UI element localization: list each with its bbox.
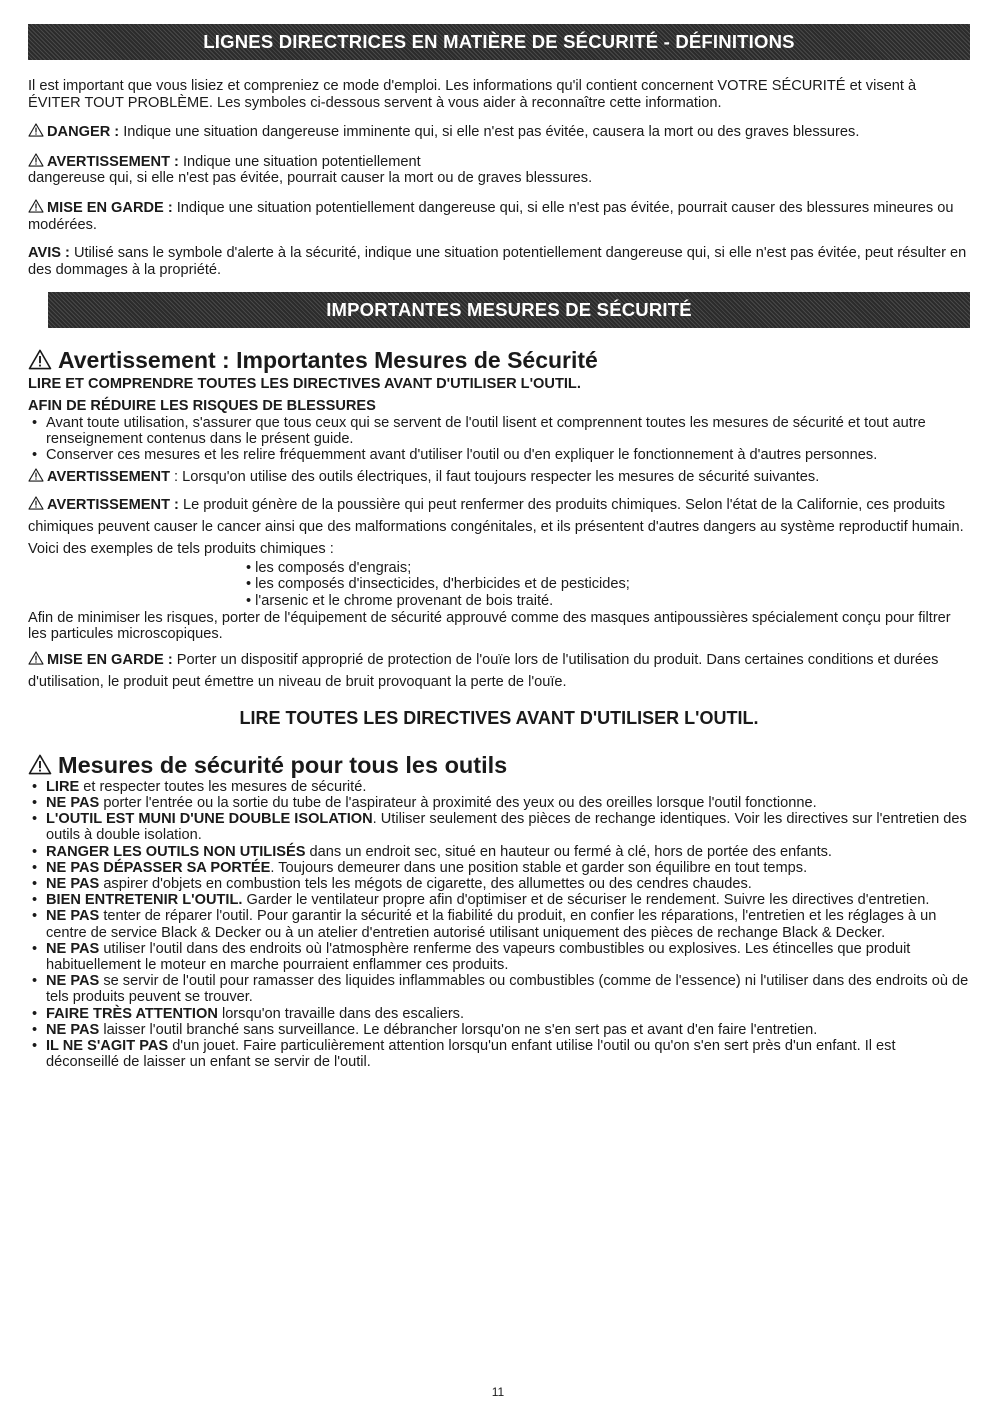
rule-keyword: FAIRE TRÈS ATTENTION <box>46 1005 218 1022</box>
section-title-text: Avertissement : Importantes Mesures de Sécurité <box>58 347 598 374</box>
warning-triangle-icon <box>28 153 44 167</box>
warning-triangle-icon <box>28 349 52 370</box>
warning-triangle-icon <box>28 468 44 482</box>
rule-text: tenter de réparer l'outil. Pour garantir la sécurité et la fiabilité du produit, en confier les réparations, l'entretien et les réglages à un centre de service Black & Decker ou à un atelier d'entretien autorisé utilisant uniquement des pièces de rechange Black & Decker. <box>46 908 937 941</box>
rule-keyword: NE PAS <box>46 908 100 925</box>
rule-keyword: NE PAS <box>46 940 100 957</box>
text-avertissement: Indique une situation potentiellement <box>178 153 421 170</box>
warning-triangle-icon <box>28 199 44 213</box>
list-item <box>28 844 970 860</box>
definition-avis <box>28 245 970 278</box>
rule-text: Garder le ventilateur propre afin d'optimiser et de sécuriser le rendement. Suivre les directives d'entretien. <box>242 892 930 909</box>
list-item <box>28 876 970 892</box>
definition-avertissement <box>28 153 970 187</box>
list-item <box>28 860 970 876</box>
page-number: 11 <box>491 1385 505 1399</box>
list-item <box>28 908 970 940</box>
rule-text: aspirer d'objets en combustion tels les mégots de cigarette, des allumettes ou des cendres chaudes. <box>99 875 752 892</box>
list-item: • Conserver ces mesures et les relire fréquemment avant d'utiliser l'outil ou d'en expliquer le fonctionnement à d'autres personnes. <box>28 447 970 463</box>
warning-text: Le produit génère de la poussière qui peut renfermer des produits chimiques. Selon l'état de la Californie, ces produits chimiques peuvent causer le cancer ainsi que des malformations congénitales, et ils présentent d'autres dangers au système reproductif humain. Voici des exemples de tels produits chimiques : <box>28 496 964 557</box>
warning-electric-tools <box>28 468 970 486</box>
intro-paragraph: Il est important que vous lisiez et compreniez ce mode d'emploi. Les informations qu'il contient concernent VOTRE SÉCURITÉ et visent à ÉVITER TOUT PROBLÈME. Les symboles ci-dessous servent à vous aider à reconnaître cette information. <box>28 78 917 111</box>
banner-title: IMPORTANTES MESURES DE SÉCURITÉ <box>326 299 692 321</box>
rule-keyword: NE PAS <box>46 794 100 811</box>
tool-safety-list <box>28 779 970 1071</box>
section-title-warning <box>28 346 970 374</box>
text-mise-en-garde: Indique une situation potentiellement dangereuse qui, si elle n'est pas évitée, pourrait causer des blessures mineures ou modérées. <box>28 199 954 233</box>
rule-text: porter l'entrée ou la sortie du tube de l'aspirateur à proximité des yeux ou des oreilles lorsque l'outil fonctionne. <box>99 794 817 811</box>
rule-text: d'un jouet. Faire particulièrement attention lorsqu'un enfant utilise l'outil ou qu'on s'en sert près d'un enfant. Il est déconseillé de laisser un enfant se servir de l'outil. <box>46 1037 896 1071</box>
rule-keyword: NE PAS <box>46 875 100 892</box>
rule-text: et respecter toutes les mesures de sécurité. <box>79 778 367 795</box>
text-danger: Indique une situation dangereuse imminente qui, si elle n'est pas évitée, causera la mort ou des graves blessures. <box>119 124 860 141</box>
list-item <box>28 1022 970 1038</box>
rule-text: lorsqu'on travaille dans des escaliers. <box>217 1005 465 1022</box>
list-item: • l'arsenic et le chrome provenant de bois traité. <box>246 593 970 610</box>
text-avertissement-cont: dangereuse qui, si elle n'est pas évitée, pourrait causer la mort ou de graves blessures. <box>28 170 593 187</box>
list-item: • les composés d'insecticides, d'herbicides et de pesticides; <box>246 576 970 593</box>
list-item <box>28 1006 970 1022</box>
read-all-heading: LIRE TOUTES LES DIRECTIVES AVANT D'UTILISER L'OUTIL. <box>239 707 759 728</box>
section-title-all-tools <box>28 751 970 779</box>
list-item: • les composés d'engrais; <box>246 560 970 577</box>
rule-text: . Toujours demeurer dans une position stable et garder son équilibre en tout temps. <box>270 859 808 876</box>
warning-triangle-icon <box>28 496 44 510</box>
caution-hearing <box>28 649 970 693</box>
minimize-risk-paragraph: Afin de minimiser les risques, porter de l'équipement de sécurité approuvé comme des masques antipoussières spécialement conçu pour filtrer les particules microscopiques. <box>28 609 951 643</box>
term-avis: AVIS : <box>28 245 70 262</box>
term-avertissement: AVERTISSEMENT <box>47 469 170 486</box>
list-item <box>28 941 970 973</box>
banner-important-safety <box>48 292 970 328</box>
subtitle-reduce-risk: AFIN DE RÉDUIRE LES RISQUES DE BLESSURES <box>28 397 376 414</box>
rule-text: utiliser l'outil dans des endroits où l'atmosphère renferme des vapeurs combustibles ou explosives. Les étincelles que produit habituellement le moteur en marche pourraient enflammer ces produits. <box>46 940 911 973</box>
list-item <box>28 779 970 795</box>
list-item <box>28 892 970 908</box>
banner-safety-definitions <box>28 24 970 60</box>
warning-triangle-icon <box>28 651 44 665</box>
warning-triangle-icon <box>28 123 44 137</box>
manual-page <box>28 24 970 1070</box>
rule-keyword: L'OUTIL EST MUNI D'UNE DOUBLE ISOLATION <box>46 811 373 828</box>
rule-keyword: NE PAS DÉPASSER SA PORTÉE <box>46 859 271 876</box>
term-avertissement: AVERTISSEMENT : <box>47 496 179 513</box>
list-item: • Avant toute utilisation, s'assurer que tous ceux qui se servent de l'outil lisent et comprennent toutes les mesures de sécurité et tout autre renseignement contenus dans le présent guide. <box>28 415 970 447</box>
chemical-examples-list <box>28 560 970 610</box>
rule-keyword: NE PAS <box>46 1021 100 1038</box>
warning-dust-chemicals <box>28 494 970 560</box>
caution-text: Porter un dispositif approprié de protection de l'ouïe lors de l'utilisation du produit. Dans certaines conditions et durées d'utilisation, le produit peut émettre un niveau de bruit provoquant la perte de l'ouïe. <box>28 651 939 690</box>
definition-danger <box>28 123 970 141</box>
text-avis: Utilisé sans le symbole d'alerte à la sécurité, indique une situation potentiellement dangereuse qui, si elle n'est pas évitée, peut résulter en des dommages à la propriété. <box>28 245 967 278</box>
rule-text: . Utiliser seulement des pièces de rechange identiques. Voir les directives sur l'entretien des outils à double isolation. <box>46 811 967 844</box>
rule-text: dans un endroit sec, situé en hauteur ou fermé à clé, hors de portée des enfants. <box>305 843 832 860</box>
rule-keyword: BIEN ENTRETENIR L'OUTIL. <box>46 892 243 909</box>
rule-text: laisser l'outil branché sans surveillance. Le débrancher lorsqu'on ne s'en sert pas et avant d'en faire l'entretien. <box>99 1021 818 1038</box>
definition-mise-en-garde <box>28 199 970 233</box>
list-item <box>28 973 970 1005</box>
rule-keyword: NE PAS <box>46 973 100 990</box>
term-danger: DANGER : <box>47 124 120 141</box>
term-avertissement: AVERTISSEMENT : <box>47 153 179 170</box>
subtitle-read-understand: LIRE ET COMPRENDRE TOUTES LES DIRECTIVES AVANT D'UTILISER L'OUTIL. <box>28 376 581 393</box>
warning-triangle-icon <box>28 754 52 775</box>
rule-keyword: RANGER LES OUTILS NON UTILISÉS <box>46 843 306 860</box>
banner-title: LIGNES DIRECTRICES EN MATIÈRE DE SÉCURITÉ - DÉFINITIONS <box>203 31 795 52</box>
list-item <box>28 1038 970 1070</box>
rule-keyword: IL NE S'AGIT PAS <box>46 1037 169 1054</box>
term-mise-en-garde: MISE EN GARDE : <box>47 199 173 216</box>
list-item <box>28 795 970 811</box>
term-mise-en-garde: MISE EN GARDE : <box>47 651 173 668</box>
warning-text: : Lorsqu'on utilise des outils électriques, il faut toujours respecter les mesures de sécurité suivantes. <box>169 469 820 486</box>
section-title-text: Mesures de sécurité pour tous les outils <box>58 751 508 778</box>
list-item <box>28 811 970 843</box>
rule-keyword: LIRE <box>46 778 80 795</box>
intro-bullets <box>28 415 970 464</box>
rule-text: se servir de l'outil pour ramasser des liquides inflammables ou combustibles (comme de l'essence) ni l'utiliser dans des endroits où de tels produits peuvent se trouver. <box>46 973 969 1006</box>
